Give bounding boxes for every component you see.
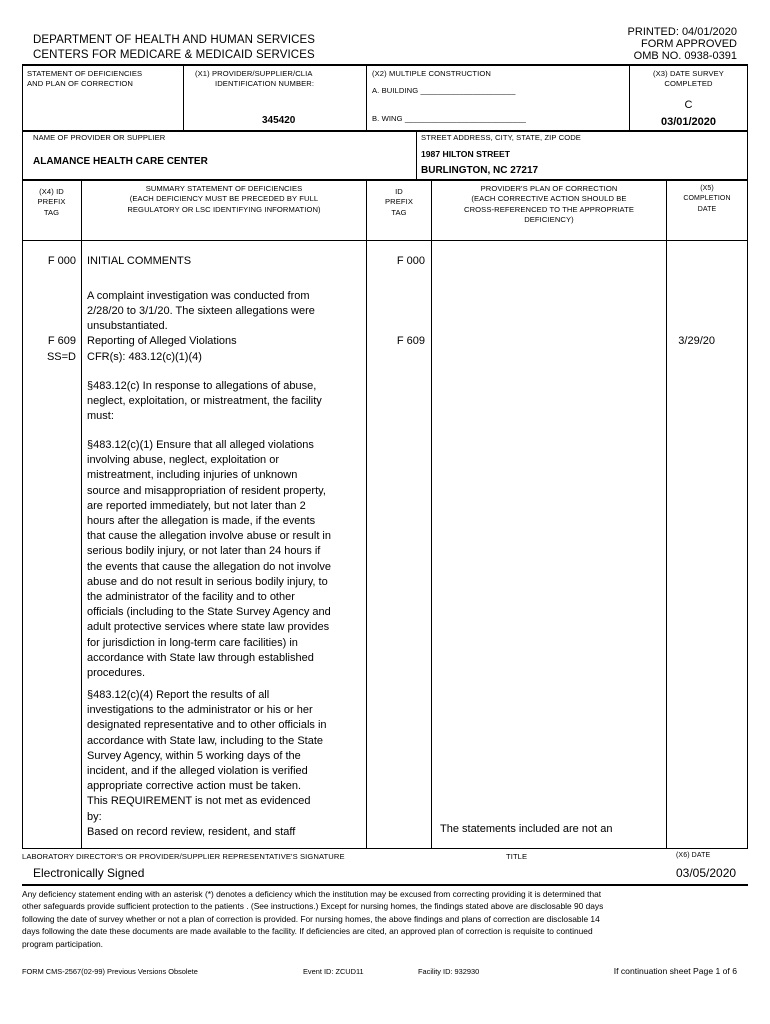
- statement-label: [27, 69, 142, 89]
- col-divider-4: [666, 179, 667, 848]
- col-header-x5: [667, 184, 747, 215]
- col-header-summary-line3: REGULATORY OR LSC IDENTIFYING INFORMATION): [127, 204, 321, 214]
- frame-top: [22, 64, 748, 66]
- col-header-x4-line1: (X4) ID: [39, 187, 64, 196]
- regulation-483-12-c4: §483.12(c)(4) Report the results of all investigations to the administrator or his or her designated representative and to other officials in accordance with State law, including to the State Survey Agency, within 5 working days of the incident, and if the alleged violation is verified appropriate corrective action must be taken. This REQUIREMENT is not met as evidenced by: Based on record review, resident, and staff: [87, 689, 327, 838]
- regulation-483-12-c1: §483.12(c)(1) Ensure that all alleged violations involving abuse, neglect, exploitation or mistreatment, including injuries of unknown source and misappropriation of resident property, are reported immediately, but not later than 2 hours after the allegation is made, if the events that cause the allegation involve abuse or result in serious bodily injury, or not later than 24 hours if the events that cause the allegation do not involve abuse and do not result in serious bodily injury, to the administrator of the facility and to other officials (including to the State Survey Agency and adult protective services where state law provides for jurisdiction in long-term care facilities) in accordance with State law through established procedures.: [87, 439, 332, 680]
- tag-f609-left: F 609: [47, 335, 76, 347]
- x1-label: [195, 69, 365, 89]
- omb-number: OMB NO. 0938-0391: [633, 50, 737, 62]
- signature-value: Electronically Signed: [33, 866, 145, 880]
- f609-completion-date: 3/29/20: [678, 335, 715, 347]
- event-id: Event ID: ZCUD11: [303, 967, 364, 976]
- col-header-summary: [82, 184, 366, 215]
- x6-date-label: (X6) DATE: [676, 852, 711, 859]
- x1-label-line2: IDENTIFICATION NUMBER:: [215, 78, 315, 88]
- frame-left: [22, 64, 23, 848]
- col-header-x4: [22, 187, 81, 218]
- col-header-summary-line2: (EACH DEFICIENCY MUST BE PRECEDED BY FULL: [129, 194, 319, 204]
- x3-code: C: [684, 99, 693, 111]
- x2-label: (X2) MULTIPLE CONSTRUCTION: [372, 69, 491, 78]
- frame-right: [747, 64, 748, 848]
- statement-label-line2: AND PLAN OF CORRECTION: [27, 78, 133, 88]
- initial-comments-heading: INITIAL COMMENTS: [87, 255, 192, 267]
- col-header-id-line2: PREFIX: [384, 197, 414, 207]
- department-name: DEPARTMENT OF HEALTH AND HUMAN SERVICES: [33, 34, 316, 46]
- col-header-x5-line2: COMPLETION: [683, 195, 731, 203]
- printed-date: PRINTED: 04/01/2020: [627, 26, 737, 38]
- col-divider-2: [366, 179, 367, 848]
- x3-value: 03/01/2020: [660, 116, 717, 128]
- statement-label-line1: STATEMENT OF DEFICIENCIES: [27, 69, 143, 78]
- city-state-zip: BURLINGTON, NC 27217: [421, 165, 539, 176]
- continuation-sheet: If continuation sheet Page 1 of 6: [613, 966, 737, 976]
- divider-x2: [366, 64, 367, 130]
- x1-value: 345420: [262, 115, 296, 126]
- signature-date: 03/05/2020: [676, 866, 737, 880]
- col-header-plan-line3: CROSS-REFERENCED TO THE APPROPRIATE: [463, 204, 635, 214]
- form-approved: FORM APPROVED: [641, 38, 737, 50]
- col-header-x5-line1: (X5): [700, 185, 714, 192]
- col-divider-3: [431, 179, 432, 848]
- x1-label-line1: (X1) PROVIDER/SUPPLIER/CLIA: [195, 69, 313, 78]
- facility-id: Facility ID: 932930: [418, 967, 480, 976]
- plan-of-correction-text: The statements included are not an: [440, 823, 613, 835]
- form-number: FORM CMS-2567(02-99) Previous Versions Obsolete: [22, 967, 198, 976]
- col-header-id: [367, 187, 431, 218]
- x2-wing: B. WING ____________________________: [372, 114, 526, 123]
- divider-x1: [183, 64, 184, 130]
- complaint-paragraph: A complaint investigation was conducted from 2/28/20 to 3/1/20. The sixteen allegations were unsubstantiated.: [87, 290, 315, 333]
- column-header-bottom: [22, 240, 748, 241]
- col-header-plan-line2: (EACH CORRECTIVE ACTION SHOULD BE: [471, 194, 627, 204]
- centers-name: CENTERS FOR MEDICARE & MEDICAID SERVICES: [33, 49, 315, 61]
- col-header-id-line3: TAG: [391, 207, 407, 217]
- signature-label: LABORATORY DIRECTOR'S OR PROVIDER/SUPPLIER REPRESENTATIVE'S SIGNATURE: [22, 852, 345, 861]
- col-header-plan-line1: PROVIDER'S PLAN OF CORRECTION: [480, 184, 618, 193]
- address-label: STREET ADDRESS, CITY, STATE, ZIP CODE: [421, 133, 581, 142]
- provider-bottom: [22, 179, 748, 181]
- col-header-x5-line3: DATE: [697, 205, 717, 213]
- tag-f609-right: F 609: [396, 335, 425, 347]
- provider-name-label: NAME OF PROVIDER OR SUPPLIER: [33, 133, 166, 142]
- col-header-plan: [432, 184, 666, 225]
- f609-cfr: CFR(s): 483.12(c)(1)(4): [87, 351, 202, 363]
- col-header-summary-line1: SUMMARY STATEMENT OF DEFICIENCIES: [145, 184, 303, 193]
- signature-bottom: [22, 884, 748, 886]
- id-box-bottom: [22, 130, 748, 132]
- divider-provider: [416, 130, 417, 179]
- col-header-x4-line3: TAG: [43, 207, 60, 217]
- frame-bottom: [22, 848, 748, 849]
- col-header-id-line1: ID: [395, 187, 403, 196]
- x3-label-line2: COMPLETED: [664, 79, 713, 89]
- title-label: TITLE: [506, 852, 528, 861]
- x2-building: A. BUILDING ______________________: [372, 86, 516, 95]
- street-address: 1987 HILTON STREET: [421, 149, 510, 159]
- tag-f000-right: F 000: [396, 255, 425, 267]
- regulation-483-12-c: §483.12(c) In response to allegations of abuse, neglect, exploitation, or mistreatment, the facility must:: [87, 380, 322, 423]
- x3-label-line1: (X3) DATE SURVEY: [653, 69, 724, 78]
- col-header-plan-line4: DEFICIENCY): [524, 214, 574, 224]
- f609-title: Reporting of Alleged Violations: [87, 335, 237, 347]
- col-divider-1: [81, 179, 82, 848]
- col-header-x4-line2: PREFIX: [37, 197, 66, 207]
- tag-f000-left: F 000: [47, 255, 76, 267]
- provider-name: ALAMANCE HEALTH CARE CENTER: [33, 156, 208, 167]
- x3-label: [630, 69, 747, 90]
- scope-severity: SS=D: [46, 351, 76, 363]
- deficiency-disclaimer: Any deficiency statement ending with an asterisk (*) denotes a deficiency which the institution may be excused from correcting providing it is determined that other safeguards provide sufficient protection to the patients . (See instructions.) Except for nursing homes, the findings stated above are disclosable 90 days following the date of survey whether or not a plan of correction is provided. For nursing homes, the above findings and plans of correction are disclosable 14 days following the date these documents are made available to the facility. If deficiencies are cited, an approved plan of correction is requisite to continued program participation.: [22, 889, 604, 949]
